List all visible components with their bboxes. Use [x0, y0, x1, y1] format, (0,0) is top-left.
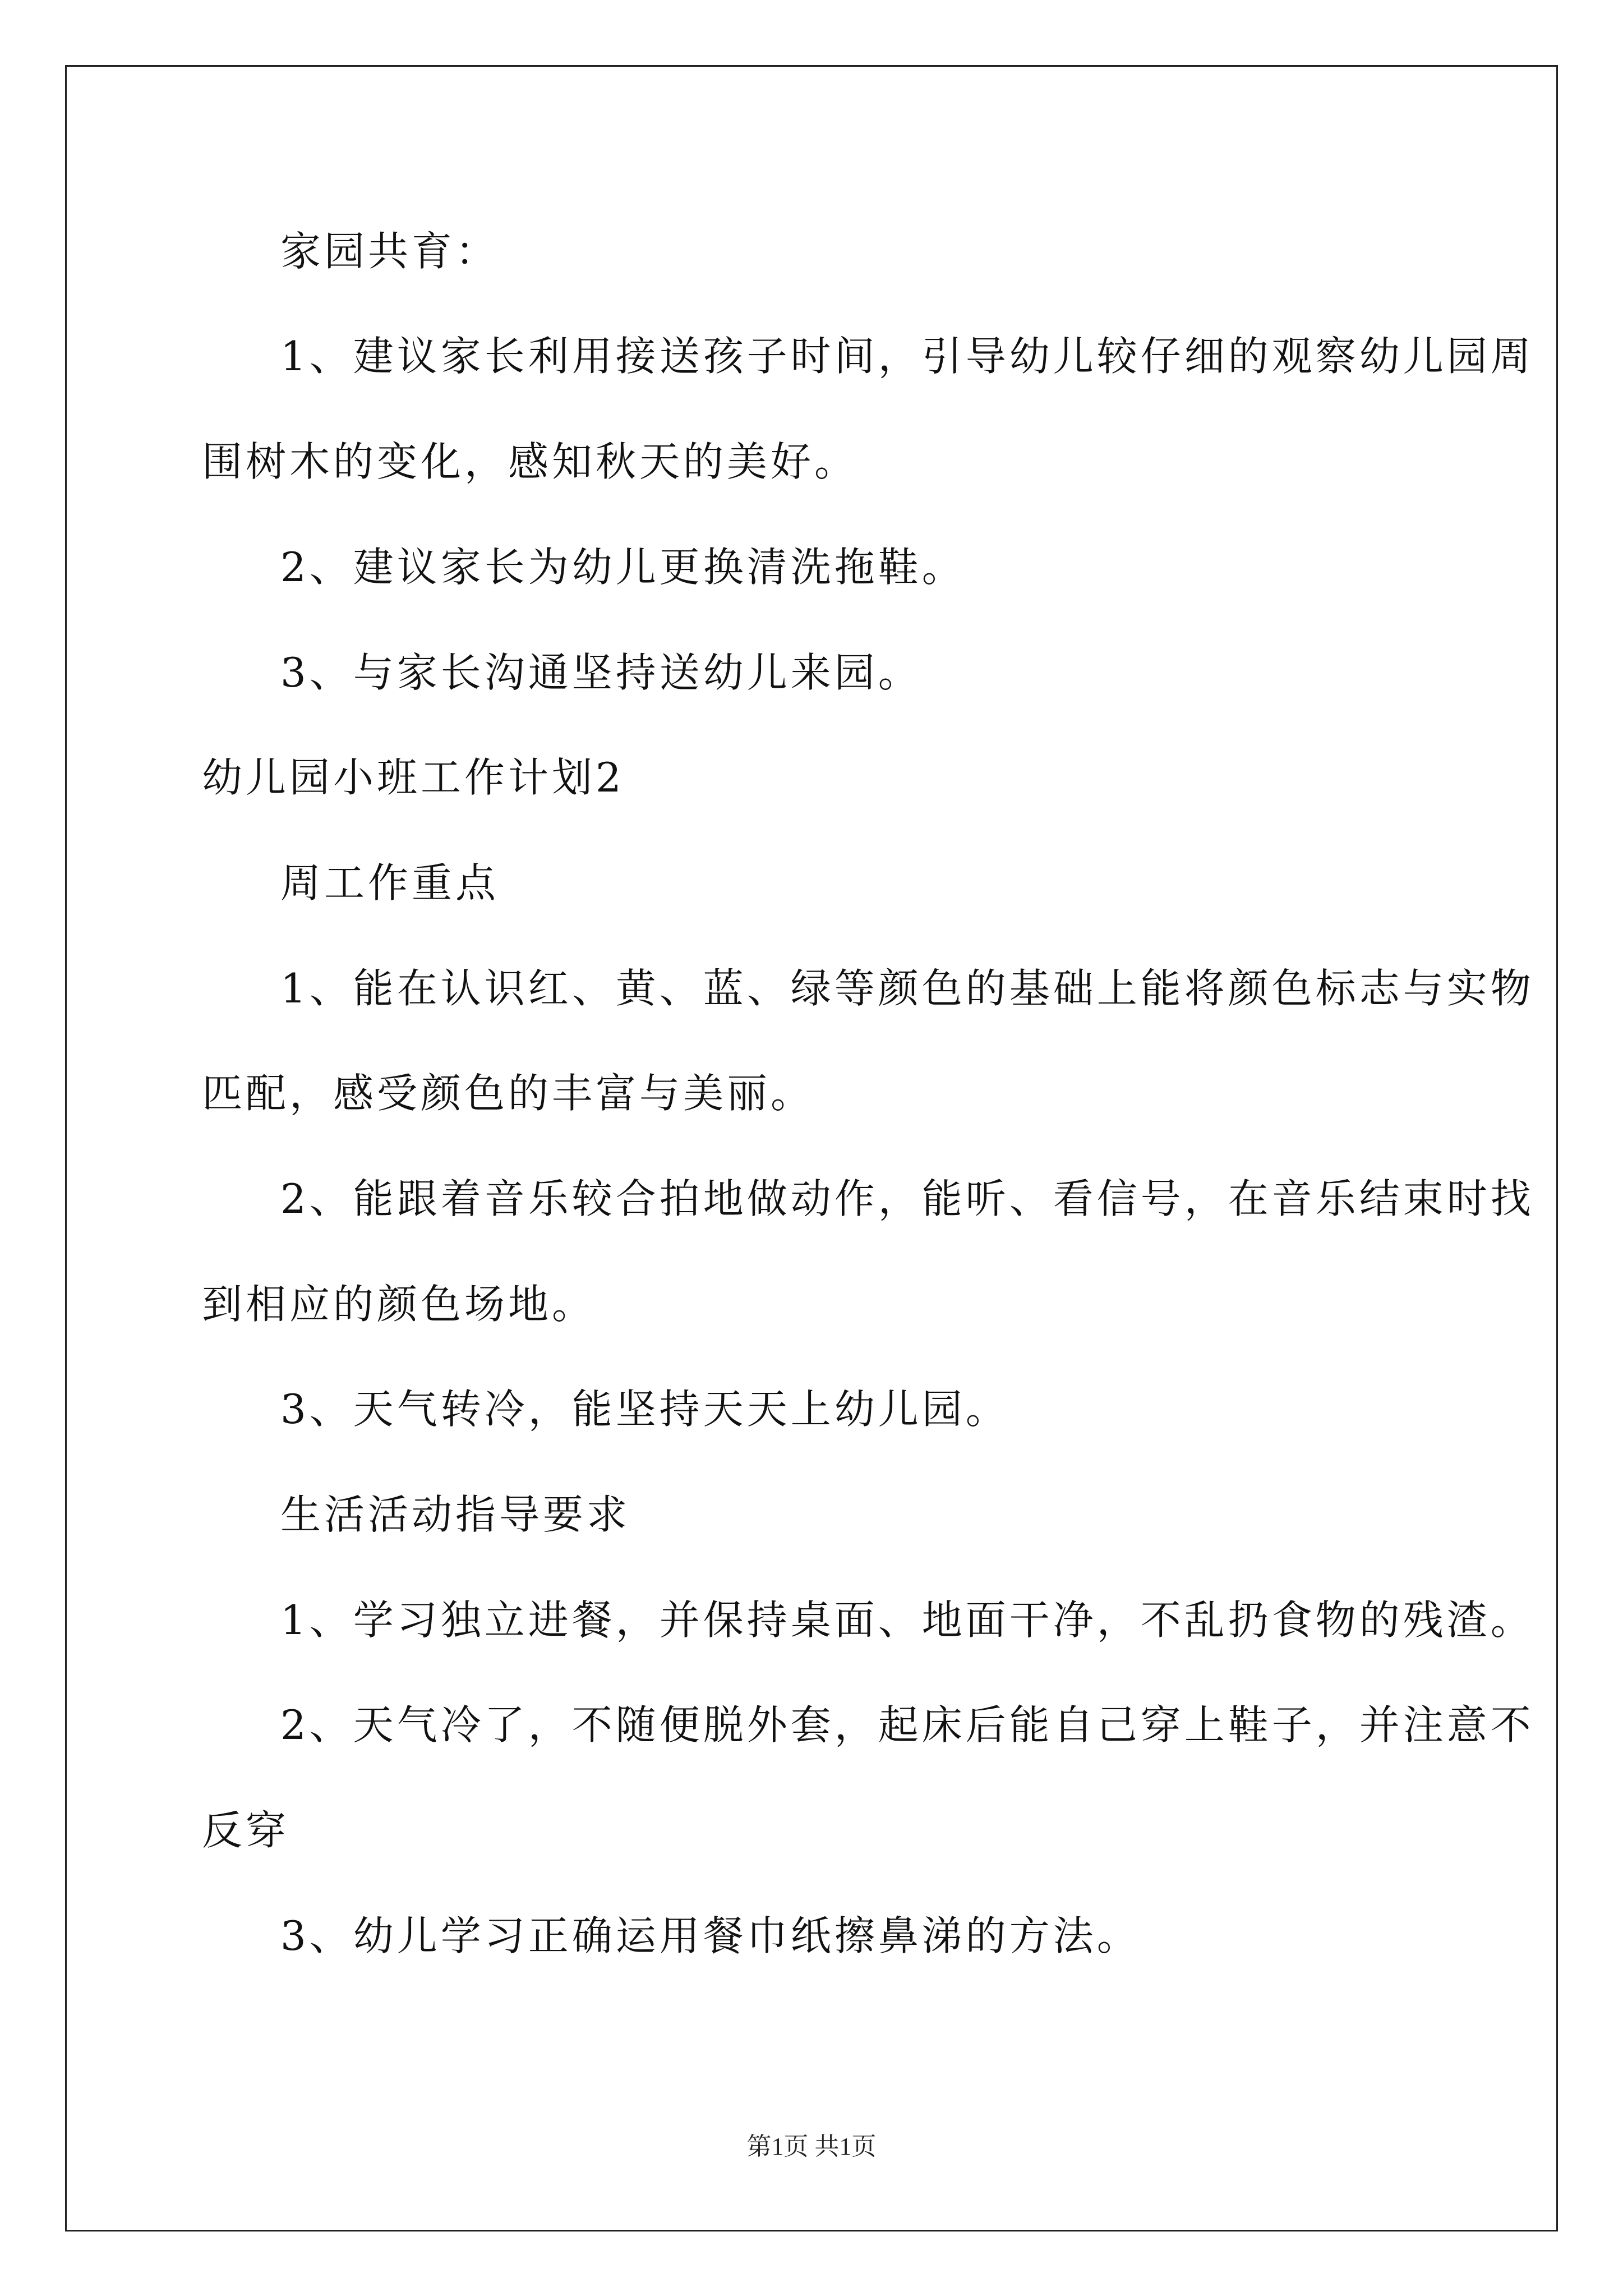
paragraph-line: 3、幼儿学习正确运用餐巾纸擦鼻涕的方法。 [280, 1912, 1141, 1959]
paragraph-line: 2、建议家长为幼儿更换清洗拖鞋。 [280, 544, 966, 591]
paragraph-line: 反穿 [202, 1807, 290, 1854]
section-heading-weekly-focus: 周工作重点 [280, 859, 500, 907]
paragraph-line: 1、学习独立进餐，并保持桌面、地面干净，不乱扔食物的残渣。 [280, 1596, 1534, 1644]
paragraph-line: 1、能在认识红、黄、蓝、绿等颜色的基础上能将颜色标志与实物 [280, 965, 1534, 1012]
paragraph-line: 3、与家长沟通坚持送幼儿来园。 [280, 649, 922, 696]
paragraph-line: 2、天气冷了，不随便脱外套，起床后能自己穿上鞋子，并注意不 [280, 1701, 1534, 1749]
paragraph-line: 2、能跟着音乐较合拍地做动作，能听、看信号，在音乐结束时找 [280, 1175, 1534, 1222]
paragraph-line: 1、建议家长利用接送孩子时间，引导幼儿较仔细的观察幼儿园周 [280, 333, 1534, 380]
paragraph-line: 围树木的变化，感知秋天的美好。 [202, 438, 859, 485]
paragraph-line: 匹配，感受颜色的丰富与美丽。 [202, 1070, 815, 1117]
section-heading-daily-life: 生活活动指导要求 [280, 1491, 631, 1538]
paragraph-line: 3、天气转冷，能坚持天天上幼儿园。 [280, 1386, 1009, 1433]
section-heading-home-school: 家园共育： [280, 228, 500, 275]
paragraph-line: 到相应的颜色场地。 [202, 1281, 596, 1328]
document-title: 幼儿园小班工作计划2 [202, 754, 625, 801]
page-number-footer: 第1页 共1页 [746, 2133, 877, 2160]
page-border [65, 65, 1558, 2231]
